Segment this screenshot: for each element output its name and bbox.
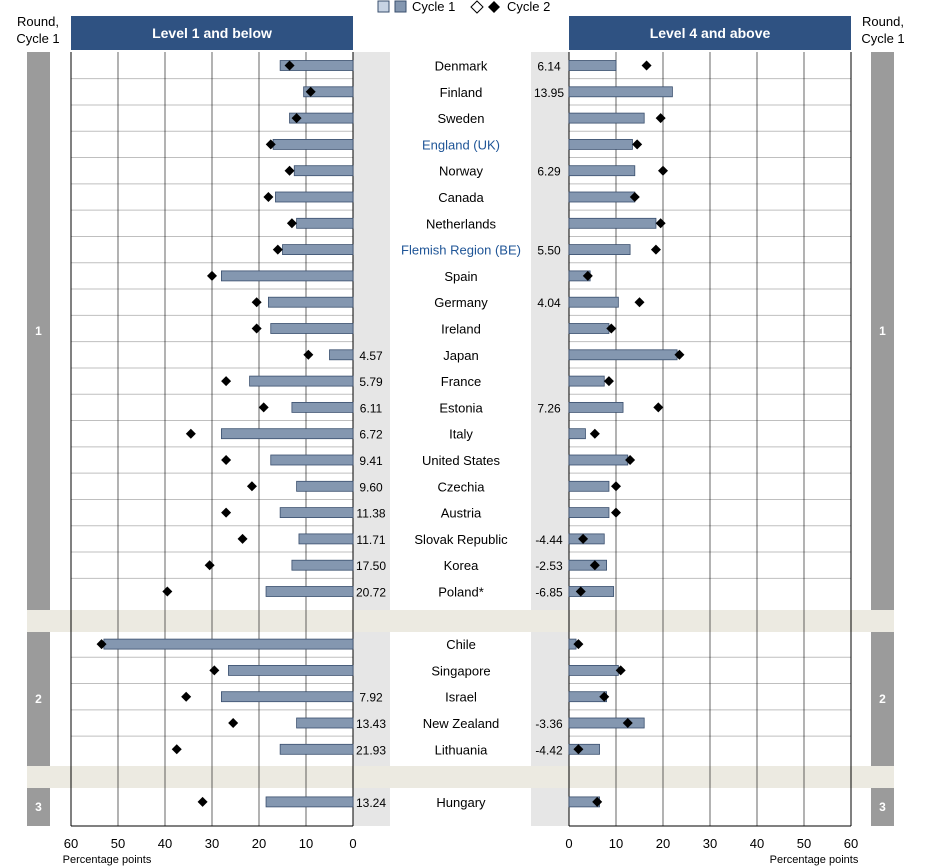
right-difference-label: -4.44 [535,532,563,547]
right-bar-cycle1 [569,192,635,202]
right-marker-cycle2 [642,61,652,71]
left-marker-cycle2 [263,192,273,202]
category-label: Israel [445,689,477,705]
legend-cycle1-label: Cycle 1 [412,0,456,14]
left-bar-cycle1 [221,429,353,439]
right-marker-cycle2 [656,218,666,228]
right-bar-cycle1 [569,61,616,71]
right-marker-cycle2 [604,376,614,386]
category-label: Estonia [439,400,483,416]
category-label: Poland* [438,584,484,600]
right-bar-cycle1 [569,560,607,570]
category-label: Austria [440,505,482,521]
category-label: France [440,374,482,390]
left-bar-cycle1 [292,402,353,412]
right-marker-cycle2 [651,245,661,255]
left-x-axis-title: Percentage points [62,854,152,866]
left-marker-cycle2 [221,508,231,518]
category-label: Flemish Region (BE) [401,242,521,258]
left-panel-title: Level 1 and below [152,25,272,41]
right-difference-label: 6.29 [537,164,561,179]
legend-cycle2-hollow-marker [471,1,483,13]
category-label: New Zealand [422,716,500,731]
left-difference-label: 7.92 [359,690,383,705]
legend-cycle1-dark-swatch [395,1,406,12]
left-difference-label: 9.60 [359,480,383,495]
category-label: Chile [446,637,476,653]
left-marker-cycle2 [207,271,217,281]
left-marker-cycle2 [221,455,231,465]
left-tick-label: 20 [251,836,267,851]
round-separator-2 [27,766,894,788]
legend-cycle2-filled-marker [488,1,500,13]
right-x-axis-title: Percentage points [769,854,859,866]
left-bar-cycle1 [280,508,353,518]
right-tick-label: 40 [749,836,765,851]
left-difference-label: 13.24 [355,795,387,810]
left-tick-label: 10 [298,836,314,851]
right-difference-label: 4.04 [537,296,561,311]
right-tick-label: 0 [565,836,573,851]
left-tick-label: 30 [204,836,220,851]
round-label-right-1: 1 [879,324,886,338]
right-marker-cycle2 [590,429,600,439]
left-bar-cycle1 [330,350,354,360]
round-label-right-3: 3 [879,800,886,814]
left-bar-cycle1 [299,534,353,544]
left-marker-cycle2 [285,166,295,176]
round-separator-1 [27,610,894,632]
right-bar-cycle1 [569,245,630,255]
round-header-left-line1: Round, [17,14,59,29]
left-bar-cycle1 [297,718,353,728]
right-bar-cycle1 [569,324,609,334]
left-marker-cycle2 [287,218,297,228]
category-label: Netherlands [425,216,497,232]
left-difference-label: 6.11 [359,401,383,416]
right-difference-label: 13.95 [533,85,565,100]
left-marker-cycle2 [228,718,238,728]
left-bar-cycle1 [297,481,353,491]
left-marker-cycle2 [209,665,219,675]
left-difference-label: 9.41 [359,454,383,468]
left-marker-cycle2 [247,481,257,491]
category-label: Ireland [441,321,481,337]
right-tick-label: 50 [796,836,812,851]
right-bar-cycle1 [569,481,609,491]
left-tick-label: 40 [157,836,173,851]
right-bar-cycle1 [569,665,618,675]
right-tick-label: 10 [608,836,624,851]
right-tick-label: 20 [655,836,671,851]
category-label: Italy [449,426,473,442]
left-marker-cycle2 [205,560,215,570]
right-difference-label: -3.36 [535,717,563,731]
right-marker-cycle2 [611,481,621,491]
right-bar-cycle1 [569,508,609,518]
right-difference-label: 7.26 [537,401,561,416]
round-header-left-line2: Cycle 1 [16,31,60,46]
left-bar-cycle1 [283,245,354,255]
right-bar-cycle1 [569,297,618,307]
category-label: Finland [439,84,483,100]
left-marker-cycle2 [162,587,172,597]
left-bar-cycle1 [266,587,353,597]
left-bar-cycle1 [266,797,353,807]
left-marker-cycle2 [303,350,313,360]
round-label-left-3: 3 [35,800,42,814]
left-bar-cycle1 [271,324,353,334]
left-bar-cycle1 [221,692,353,702]
left-marker-cycle2 [252,324,262,334]
legend-cycle1-light-swatch [378,1,389,12]
legend [378,0,550,14]
left-marker-cycle2 [172,744,182,754]
left-tick-label: 60 [63,836,79,851]
round-label-left-1: 1 [35,324,42,338]
left-difference-label: 20.72 [355,585,387,600]
category-label: Spain [444,268,478,284]
right-bar-cycle1 [569,87,672,97]
category-label: Sweden [437,111,485,127]
right-bar-cycle1 [569,350,677,360]
right-bar-cycle1 [569,587,614,597]
left-tick-label: 50 [110,836,126,851]
round-header-right-line1: Round, [862,14,904,29]
left-marker-cycle2 [186,429,196,439]
category-label: Norway [438,163,484,179]
left-tick-label: 0 [349,836,357,851]
left-marker-cycle2 [181,692,191,702]
category-label: Slovak Republic [414,531,508,547]
category-label: Singapore [431,663,491,679]
right-marker-cycle2 [658,166,668,176]
right-difference-label: -4.42 [535,743,563,758]
right-bar-cycle1 [569,455,628,465]
right-bar-cycle1 [569,376,604,386]
right-marker-cycle2 [656,113,666,123]
category-label: Korea [443,558,479,574]
left-bar-cycle1 [104,639,353,649]
labels-layer [35,59,886,852]
category-label: England (UK) [421,137,501,153]
round-label-right-2: 2 [879,692,886,706]
left-difference-label: 4.57 [359,348,383,363]
round-label-left-2: 2 [35,692,42,706]
left-marker-cycle2 [273,245,283,255]
category-label: Czechia [437,479,485,495]
left-marker-cycle2 [252,297,262,307]
category-label: Hungary [436,794,486,810]
right-difference-label: -2.53 [535,559,563,574]
left-bar-cycle1 [273,139,353,149]
right-tick-label: 60 [843,836,859,851]
left-difference-label: 5.79 [359,375,383,390]
left-bar-cycle1 [280,744,353,754]
left-difference-label: 21.93 [355,743,387,758]
category-label: United States [421,453,501,468]
right-panel-title: Level 4 and above [649,25,771,41]
right-tick-label: 30 [702,836,718,851]
left-bar-cycle1 [292,560,353,570]
category-label: Japan [443,347,479,363]
right-bar-cycle1 [569,166,635,176]
right-bar-cycle1 [569,718,644,728]
left-marker-cycle2 [259,402,269,412]
round-header-right-line2: Cycle 1 [861,31,905,46]
left-bar-cycle1 [275,192,353,202]
right-marker-cycle2 [653,402,663,412]
legend-cycle2-label: Cycle 2 [507,0,551,14]
right-bar-cycle1 [569,218,656,228]
left-difference-label: 11.38 [356,506,386,521]
category-label: Canada [438,190,484,205]
left-difference-label: 11.71 [356,532,386,547]
left-bar-cycle1 [221,271,353,281]
left-bar-cycle1 [250,376,353,386]
right-difference-label: 5.50 [537,243,561,258]
left-difference-label: 6.72 [359,427,383,442]
right-marker-cycle2 [635,297,645,307]
left-bar-cycle1 [228,665,353,675]
category-label: Lithuania [434,742,488,758]
left-difference-label: 17.50 [355,559,387,574]
round-header-left [16,14,59,46]
right-bar-cycle1 [569,113,644,123]
category-label: Germany [434,295,488,311]
right-bar-cycle1 [569,139,632,149]
right-bar-cycle1 [569,429,585,439]
left-bar-cycle1 [268,297,353,307]
right-marker-cycle2 [611,508,621,518]
left-bar-cycle1 [271,455,353,465]
right-difference-label: -6.85 [535,585,563,600]
category-label: Denmark [434,58,488,74]
left-marker-cycle2 [221,376,231,386]
right-difference-label: 6.14 [537,59,561,74]
left-marker-cycle2 [238,534,248,544]
left-bar-cycle1 [294,166,353,176]
left-bar-cycle1 [297,218,353,228]
round-header-right [861,14,904,46]
right-bar-cycle1 [569,402,623,412]
left-marker-cycle2 [198,797,208,807]
left-difference-label: 13.43 [355,717,387,731]
right-marker-cycle2 [632,139,642,149]
